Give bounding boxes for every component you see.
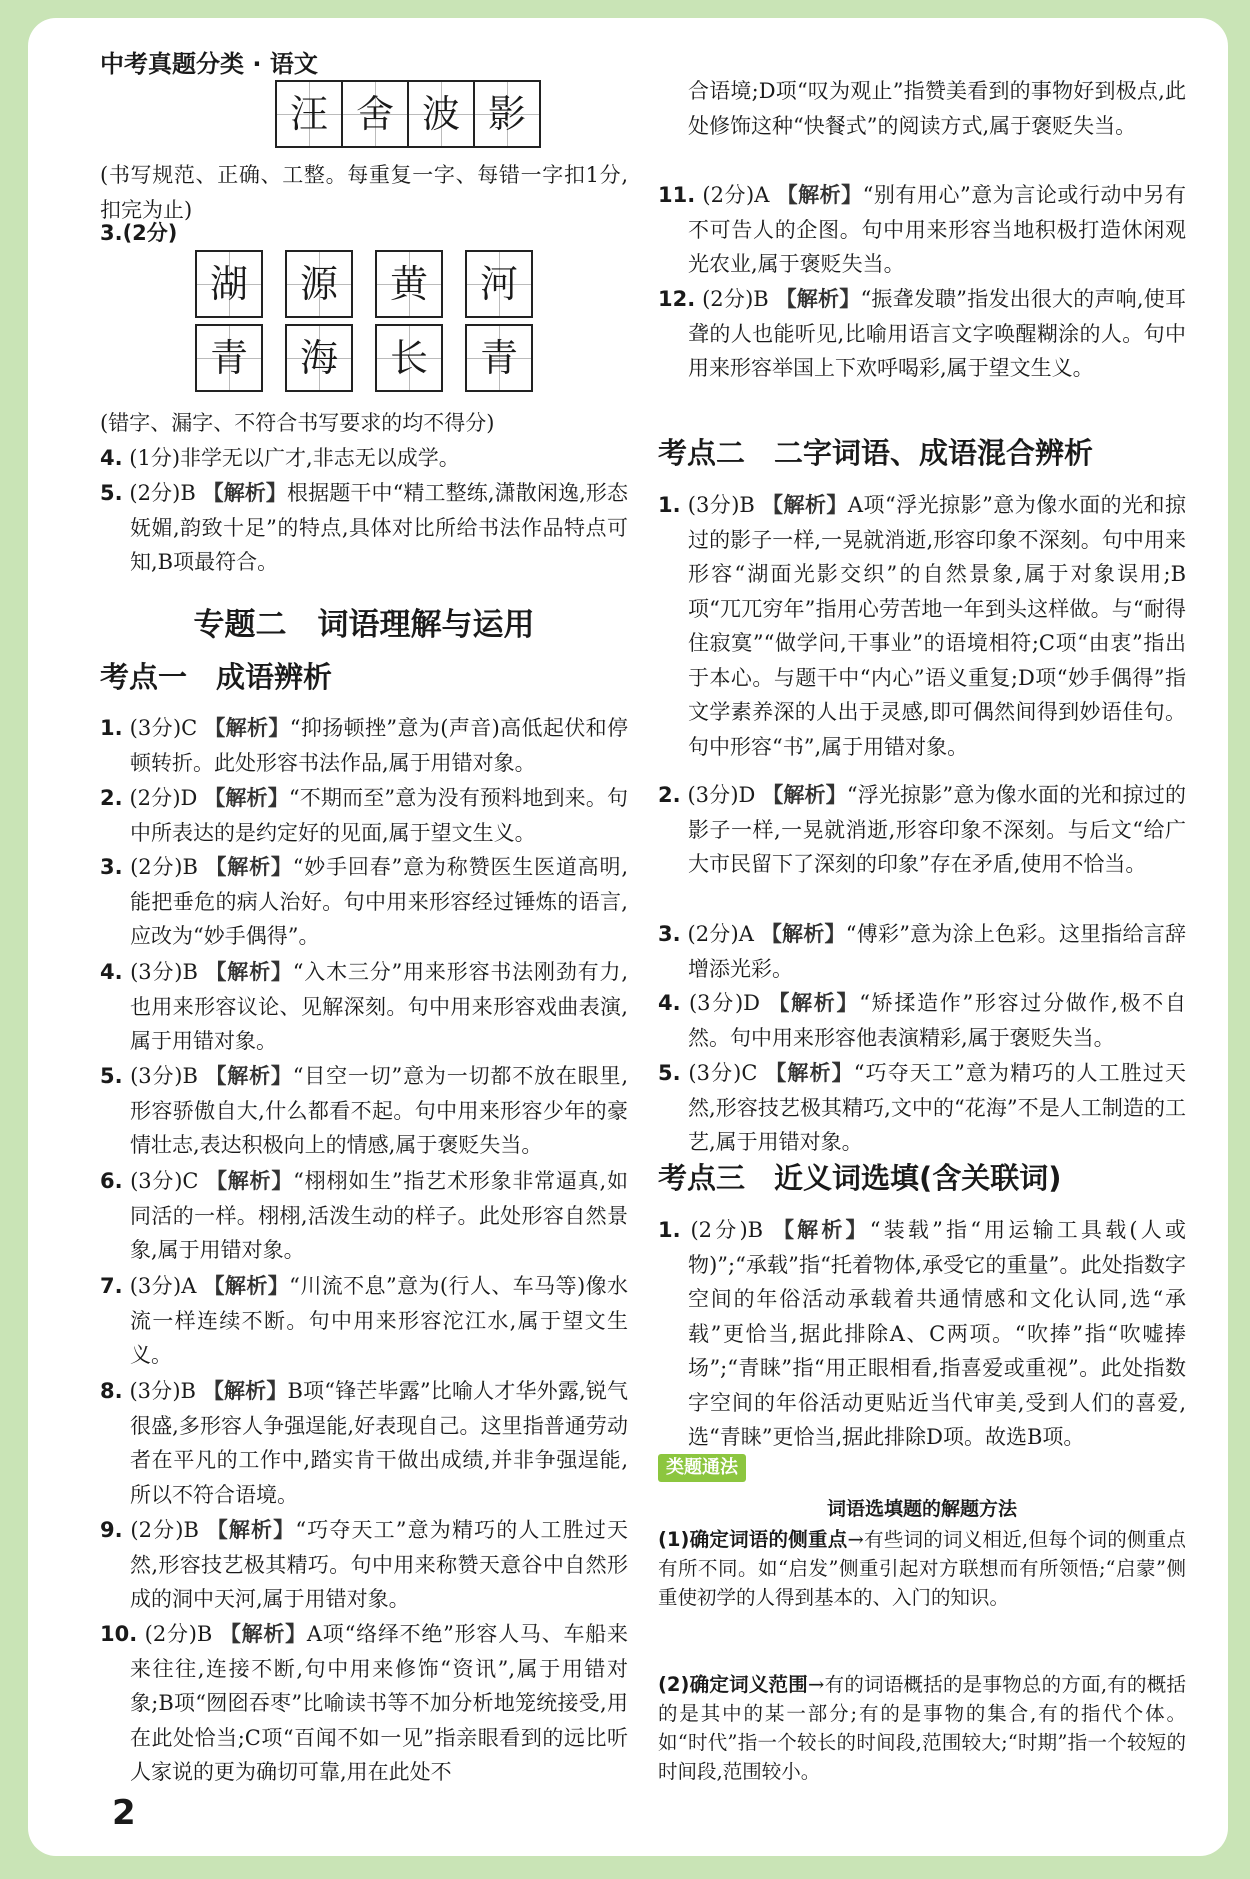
analysis-text: “矫揉造作”形容过分做作,极不自然。句中用来形容他表演精彩,属于褒贬失当。	[688, 991, 1186, 1050]
score-choice: (2分)A	[687, 922, 761, 946]
list-item	[100, 1374, 628, 1512]
item-number: 3.	[100, 855, 123, 879]
item-number: 5.	[658, 1061, 681, 1085]
method-point-1	[658, 1525, 1186, 1612]
grid1-note: (书写规范、正确、工整。每重复一字、每错一字扣1分,扣完为止)	[100, 163, 628, 222]
item-number: 4.	[100, 960, 123, 984]
analysis-tag: 【解析】	[206, 1518, 296, 1542]
score-choice: (2分)A	[702, 183, 777, 207]
list-item	[100, 850, 628, 954]
method-text: →有的词语概括的是事物总的方面,有的概括的是其中的某一部分;有的是事物的集合,有的指代个体。如“时代”指一个较长的时间段,范围较大;“时期”指一个较短的时间段,范围较小。	[658, 1673, 1186, 1783]
item-number: 3.	[658, 922, 681, 946]
analysis-tag: 【解析】	[765, 1061, 854, 1085]
method-point-2	[658, 1670, 1186, 1786]
analysis-tag: 【解析】	[205, 960, 293, 984]
item-number: 2.	[100, 786, 123, 810]
grid-char: 湖	[195, 250, 263, 318]
grid-char: 海	[285, 324, 353, 392]
score-choice: (2分)B	[702, 287, 776, 311]
item-number: 4.	[658, 991, 681, 1015]
analysis-text: “巧夺天工”意为精巧的人工胜过天然,形容技艺极其精巧,文中的“花海”不是人工制造的工艺,属于用错对象。	[688, 1061, 1186, 1154]
list-item	[658, 1213, 1186, 1455]
analysis-tag: 【解析】	[760, 922, 846, 946]
list-item	[658, 282, 1186, 386]
score-choice: (3分)A	[129, 1274, 204, 1298]
grid-char: 影	[475, 80, 541, 148]
score-choice: (3分)B	[129, 1379, 203, 1403]
list-item	[658, 917, 1186, 986]
analysis-text: “别有用心”意为言论或行动中另有不可告人的企图。句中用来形容当地积极打造休闲观光农业,属于褒贬失当。	[688, 183, 1186, 276]
analysis-tag: 【解析】	[205, 1169, 294, 1193]
page	[28, 18, 1228, 1856]
list-item	[658, 1056, 1186, 1160]
analysis-text: “栩栩如生”指艺术形象非常逼真,如同活的一样。栩栩,活泼生动的样子。此处形容自然景象,属于用错对象。	[130, 1169, 628, 1262]
item-number: 10.	[100, 1622, 138, 1646]
item-number: 12.	[658, 287, 696, 311]
list-item	[100, 1513, 628, 1617]
score-choice: (3分)C	[130, 1169, 206, 1193]
score-choice: (2分)B	[690, 1218, 773, 1242]
running-header: 中考真题分类 · 语文	[100, 50, 318, 78]
score-choice: (2分)D	[129, 786, 205, 810]
method-badge: 类题通法	[658, 1454, 746, 1482]
score-choice: (3分)B	[130, 960, 206, 984]
analysis-tag: 【解析】	[772, 1218, 870, 1242]
score-choice: (2分)B	[130, 1518, 207, 1542]
analysis-tag: 【解析】	[762, 493, 848, 517]
analysis-text: 根据题干中“精工整练,潇散闲逸,形态妩媚,韵致十足”的特点,具体对比所给书法作品特点可知,B项最符合。	[130, 481, 628, 574]
list-item	[100, 1617, 628, 1790]
grid-char: 河	[465, 250, 533, 318]
answer-text: (1分)非学无以广才,非志无以成学。	[129, 446, 460, 470]
analysis-text: “妙手回春”意为称赞医生医道高明,能把垂危的病人治好。句中用来形容经过锤炼的语言,应改为“妙手偶得”。	[130, 855, 628, 948]
q5-answer	[100, 476, 628, 580]
item-number: 9.	[100, 1518, 123, 1542]
analysis-text: “傅彩”意为涂上色彩。这里指给言辞增添光彩。	[688, 922, 1186, 981]
item-number: 1.	[658, 493, 681, 517]
grid-char: 长	[375, 324, 443, 392]
analysis-text: B项“锋芒毕露”比喻人才华外露,锐气很盛,多形容人争强逞能,好表现自己。这里指普通劳动者在平凡的工作中,踏实肯干做出成绩,并非争强逞能,所以不符合语境。	[130, 1379, 629, 1507]
item-number: 4.	[100, 446, 123, 470]
page-number: 2	[112, 1793, 136, 1833]
q3-label: 3.(2分)	[100, 221, 178, 245]
method-heading: (1)确定词语的侧重点	[658, 1528, 848, 1551]
answer-grid-1	[275, 80, 541, 148]
score-choice: (3分)C	[129, 716, 205, 740]
continued-text: 合语境;D项“叹为观止”指赞美看到的事物好到极点,此处修饰这种“快餐式”的阅读方式,属于褒贬失当。	[688, 79, 1186, 138]
item-number: 8.	[100, 1379, 123, 1403]
list-item	[100, 781, 628, 850]
list-item	[100, 1059, 628, 1163]
score-choice: (3分)D	[688, 991, 769, 1015]
list-item	[658, 986, 1186, 1055]
method-heading: (2)确定词义范围	[658, 1673, 809, 1696]
score-choice: (2分)B	[129, 481, 203, 505]
answer-grid-2-row2	[195, 324, 555, 392]
grid-char: 汪	[275, 80, 343, 148]
score-choice: (2分)B	[130, 855, 206, 879]
analysis-text: A项“络绎不绝”形容人马、车船来来往往,连接不断,句中用来修饰“资讯”,属于用错对象;B项“囫囵吞枣”比喻读书等不加分析地笼统接受,用在此处恰当;C项“百闻不如一见”指亲眼看到的远比听人家说的更为确切可靠,用在此处不	[130, 1622, 628, 1784]
item-number: 11.	[658, 183, 696, 207]
grid-char: 黄	[375, 250, 443, 318]
analysis-text: “川流不息”意为(行人、车马等)像水流一样连续不断。句中用来形容沱江水,属于望文生义。	[130, 1274, 629, 1367]
section-title-3: 考点三 近义词选填(含关联词)	[658, 1161, 1062, 1195]
grid2-note: (错字、漏字、不符合书写要求的均不得分)	[100, 411, 495, 435]
answer-grid-2-row1	[195, 250, 555, 318]
item-number: 7.	[100, 1274, 123, 1298]
item-number: 6.	[100, 1169, 123, 1193]
score-choice: (3分)B	[130, 1064, 206, 1088]
analysis-tag: 【解析】	[204, 786, 289, 810]
score-choice: (3分)D	[687, 783, 763, 807]
analysis-tag: 【解析】	[768, 991, 860, 1015]
analysis-tag: 【解析】	[203, 1274, 290, 1298]
grid-char: 青	[465, 324, 533, 392]
analysis-tag: 【解析】	[202, 1379, 288, 1403]
analysis-text: A项“浮光掠影”意为像水面的光和掠过的影子一样,一晃就消逝,形容印象不深刻。句中用来形容“湖面光影交织”的自然景象,属于对象误用;B项“兀兀穷年”指用心劳苦地一年到头这样做。与“耐得住寂寞”“做学问,干事业”的语境相符;C项“由衷”指出于本心。与题干中“内心”语义重复;D项“妙手偶得”指文学素养深的人出于灵感,即可偶然间得到妙语佳句。句中形容“书”,属于用错对象。	[688, 493, 1187, 759]
grid-char: 青	[195, 324, 263, 392]
analysis-text: “装载”指“用运输工具载(人或物)”;“承载”指“托着物体,承受它的重量”。此处指数字空间的年俗活动承载着共通情感和文化认同,选“承载”更恰当,据此排除A、C两项。“吹捧”指“吹嘘捧场”;“青睐”指“用正眼相看,指喜爱或重视”。此处指数字空间的年俗活动更贴近当代审美,受到人们的喜爱,选“青睐”更恰当,据此排除D项。故选B项。	[688, 1218, 1186, 1449]
method-text: →有些词的词义相近,但每个词的侧重点有所不同。如“启发”侧重引起对方联想而有所领悟;“启蒙”侧重使初学的人得到基本的、入门的知识。	[658, 1528, 1186, 1609]
item-number: 1.	[658, 1218, 681, 1242]
analysis-tag: 【解析】	[202, 481, 288, 505]
method-title: 词语选填题的解题方法	[826, 1498, 1017, 1520]
item-number: 1.	[100, 716, 123, 740]
item-number: 2.	[658, 783, 681, 807]
score-choice: (3分)B	[687, 493, 763, 517]
grid-char: 舍	[343, 80, 409, 148]
list-item	[100, 955, 628, 1059]
analysis-text: “入木三分”用来形容书法刚劲有力,也用来形容议论、见解深刻。句中用来形容戏曲表演,属于用错对象。	[130, 960, 628, 1053]
analysis-text: “巧夺天工”意为精巧的人工胜过天然,形容技艺极其精巧。句中用来称赞天意谷中自然形成的洞中天河,属于用错对象。	[130, 1518, 628, 1611]
analysis-tag: 【解析】	[775, 287, 861, 311]
analysis-tag: 【解析】	[205, 1064, 293, 1088]
analysis-text: “不期而至”意为没有预料地到来。句中所表达的是约定好的见面,属于望文生义。	[130, 786, 628, 845]
topic-title: 专题二 词语理解与运用	[193, 607, 535, 643]
analysis-tag: 【解析】	[204, 716, 290, 740]
analysis-tag: 【解析】	[205, 855, 293, 879]
list-item	[100, 711, 628, 780]
score-choice: (2分)B	[144, 1622, 220, 1646]
list-item	[100, 1269, 628, 1373]
analysis-tag: 【解析】	[219, 1622, 307, 1646]
analysis-text: “目空一切”意为一切都不放在眼里,形容骄傲自大,什么都看不起。句中用来形容少年的豪情壮志,表达积极向上的情感,属于褒贬失当。	[130, 1064, 628, 1157]
analysis-text: “浮光掠影”意为像水面的光和掠过的影子一样,一晃就消逝,形容印象不深刻。与后文“给广大市民留下了深刻的印象”存在矛盾,使用不恰当。	[688, 783, 1186, 876]
analysis-text: “抑扬顿挫”意为(声音)高低起伏和停顿转折。此处形容书法作品,属于用错对象。	[130, 716, 629, 775]
list-item	[658, 178, 1186, 282]
section-title-2: 考点二 二字词语、成语混合辨析	[658, 436, 1094, 470]
analysis-text: “振聋发聩”指发出很大的声响,使耳聋的人也能听见,比喻用语言文字唤醒糊涂的人。句中用来形容举国上下欢呼喝彩,属于望文生义。	[688, 287, 1186, 380]
list-item	[658, 778, 1186, 882]
list-item	[658, 488, 1186, 764]
grid-char: 源	[285, 250, 353, 318]
analysis-tag: 【解析】	[776, 183, 863, 207]
analysis-tag: 【解析】	[762, 783, 847, 807]
grid-char: 波	[409, 80, 475, 148]
score-choice: (3分)C	[688, 1061, 766, 1085]
item-number: 5.	[100, 1064, 123, 1088]
q4-answer	[100, 441, 628, 476]
list-item	[100, 1164, 628, 1268]
item-number: 5.	[100, 481, 123, 505]
section-title-1: 考点一 成语辨析	[100, 660, 333, 694]
